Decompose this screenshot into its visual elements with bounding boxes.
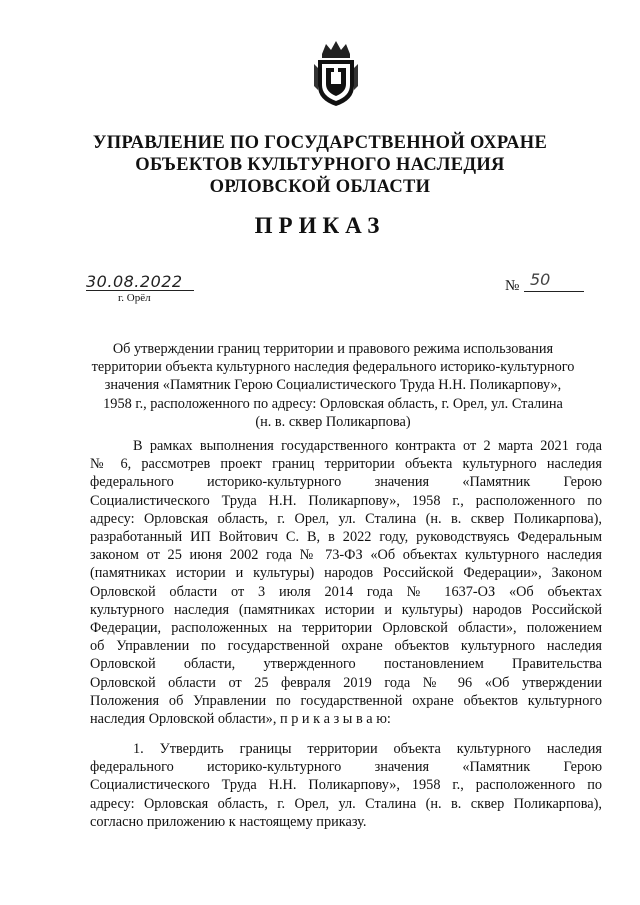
city-label: г. Орёл bbox=[118, 292, 151, 304]
text-line: об Управлении по государственной охране объектов культурного наследия bbox=[90, 638, 602, 655]
text-line: Социалистического Труда Н.Н. Поликарпову», 1958 г., расположенного по bbox=[90, 777, 602, 794]
organization-name bbox=[0, 132, 640, 198]
text-line: разработанный ИП Войтович С. В, в 2022 году, руководствуясь Федеральным bbox=[90, 529, 602, 546]
order-number: 50 bbox=[530, 270, 551, 289]
text-line: согласно приложению к настоящему приказу. bbox=[90, 813, 367, 830]
text-line: Орловской области от 25 февраля 2019 года № 96 «Об утверждении bbox=[90, 674, 602, 691]
text-line: Социалистического Труда Н.Н. Поликарпову», 1958 г., расположенного по bbox=[90, 492, 602, 509]
order-subject bbox=[90, 340, 576, 431]
text-line: федерального историко-культурного значения «Памятник Герою bbox=[90, 759, 602, 776]
number-label: № bbox=[505, 278, 520, 294]
subject-line: 1958 г., расположенного по адресу: Орловская область, г. Орел, ул. Сталина bbox=[103, 395, 563, 412]
subject-line: (н. в. сквер Поликарпова) bbox=[255, 413, 411, 430]
document-type-title: ПРИКАЗ bbox=[254, 213, 386, 238]
number-underline bbox=[524, 291, 584, 292]
org-line: УПРАВЛЕНИЕ ПО ГОСУДАРСТВЕННОЙ ОХРАНЕ bbox=[92, 133, 548, 153]
text-line: (памятниках истории и культуры) народов Российской Федерации», Законом bbox=[90, 565, 602, 582]
subject-line: территории объекта культурного наследия федерального историко-культурного bbox=[91, 359, 575, 376]
text-line: № 6, рассмотрев проект границ территории объекта культурного наследия bbox=[90, 456, 602, 473]
paragraph-preamble bbox=[90, 437, 602, 728]
text-line: 1. Утвердить границы территории объекта культурного наследия bbox=[133, 741, 602, 757]
text-line: законом от 25 июня 2002 года № 73-ФЗ «Об объектах культурного наследия bbox=[90, 547, 602, 564]
text-line: федерального историко-культурного значения «Памятник Герою bbox=[90, 474, 602, 491]
subject-line: значения «Памятник Герою Социалистического Труда Н.Н. Поликарпову», bbox=[104, 377, 562, 394]
text-line: адресу: Орловская область, г. Орел, ул. Сталина (н. в. сквер Поликарпова), bbox=[90, 795, 602, 812]
paragraph-item-1 bbox=[90, 740, 602, 831]
text-line: Федерации, расположенных на территории Орловской области», положением bbox=[90, 620, 602, 637]
text-line: наследия Орловской области», п р и к а з ы в а ю: bbox=[90, 711, 391, 728]
text-line: адресу: Орловская область, г. Орел, ул. Сталина (н. в. сквер Поликарпова), bbox=[90, 510, 602, 527]
org-line: ОРЛОВСКОЙ ОБЛАСТИ bbox=[209, 177, 431, 197]
text-line: Орловской области, утвержденного постановлением Правительства bbox=[90, 656, 602, 673]
text-line: культурного наследия (памятниках истории и культуры) народов Российской bbox=[90, 601, 602, 618]
date-underline bbox=[86, 290, 194, 291]
text-line: В рамках выполнения государственного контракта от 2 марта 2021 года bbox=[133, 438, 602, 454]
org-line: ОБЪЕКТОВ КУЛЬТУРНОГО НАСЛЕДИЯ bbox=[135, 155, 505, 175]
coat-of-arms-icon bbox=[300, 38, 372, 110]
text-line: Положения об Управлении по государственной охране объектов культурного bbox=[90, 692, 602, 709]
subject-line: Об утверждении границ территории и правового режима использования bbox=[112, 341, 554, 357]
order-date: 30.08.2022 bbox=[86, 272, 183, 291]
text-line: Орловской области от 3 июля 2014 года № 1637-ОЗ «Об объектах bbox=[90, 583, 602, 600]
